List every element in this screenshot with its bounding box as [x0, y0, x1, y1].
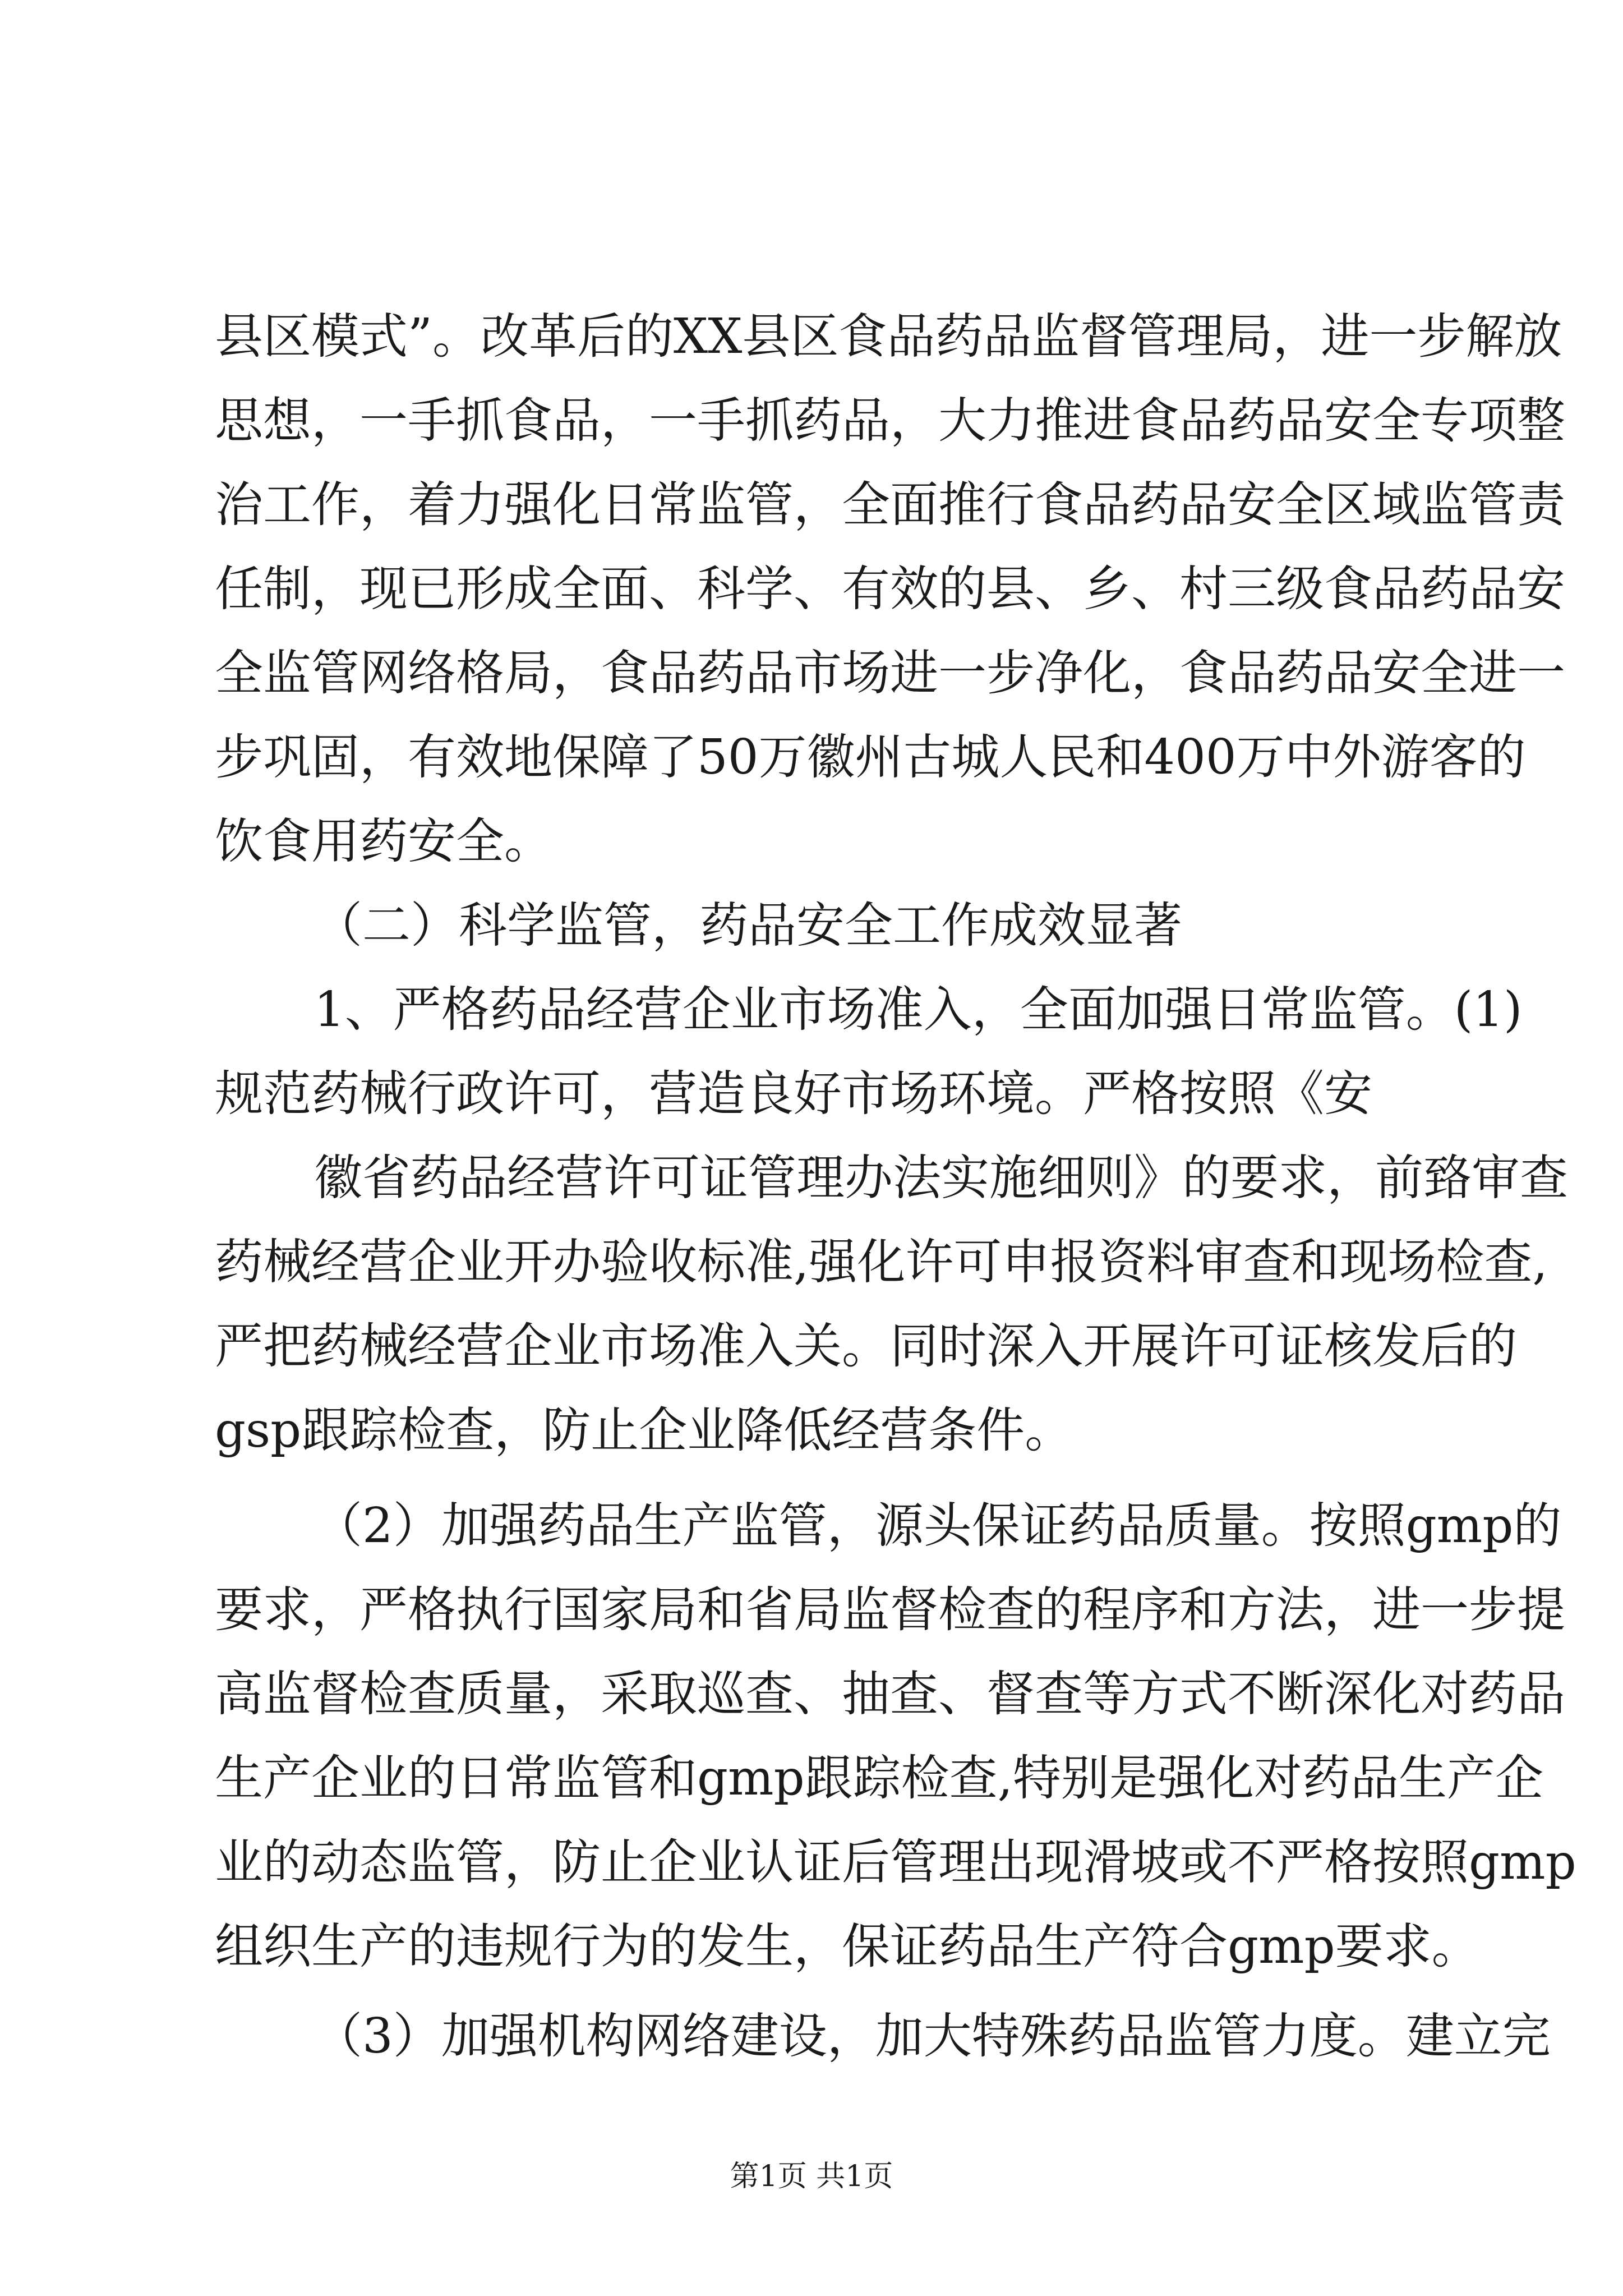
text-line: （2）加强药品生产监管，源头保证药品质量。按照gmp的 [314, 1498, 1562, 1554]
text-line: 1、严格药品经营企业市场准入，全面加强日常监管。(1) [314, 982, 1523, 1038]
text-line: 治工作，着力强化日常监管，全面推行食品药品安全区域监管责 [215, 477, 1565, 533]
section-heading: （二）科学监管，药品安全工作成效显著 [314, 898, 1182, 954]
text-line: 任制，现已形成全面、科学、有效的县、乡、村三级食品药品安 [215, 561, 1565, 617]
text-line: 步巩固，有效地保障了50万徽州古城人民和400万中外游客的 [215, 729, 1526, 785]
text-line: 徽省药品经营许可证管理办法实施细则》的要求，前臵审查 [314, 1150, 1568, 1206]
text-line: 规范药械行政许可，营造良好市场环境。严格按照《安 [215, 1066, 1372, 1122]
text-line: 生产企业的日常监管和gmp跟踪检查,特别是强化对药品生产企 [215, 1750, 1543, 1806]
text-line: 组织生产的违规行为的发生，保证药品生产符合gmp要求。 [215, 1918, 1480, 1975]
text-line: 药械经营企业开办验收标准,强化许可申报资料审查和现场检查, [215, 1234, 1548, 1290]
text-line: 思想，一手抓食品，一手抓药品，大力推进食品药品安全专项整 [215, 393, 1565, 449]
text-line: 全监管网络格局，食品药品市场进一步净化，食品药品安全进一 [215, 645, 1565, 701]
text-line: 饮食用药安全。 [215, 813, 552, 869]
page-footer: 第1页 共1页 [730, 2160, 893, 2193]
text-line: 业的动态监管，防止企业认证后管理出现滑坡或不严格按照gmp [215, 1834, 1576, 1890]
text-line: 县区模式”。改革后的XX县区食品药品监督管理局，进一步解放 [215, 309, 1562, 365]
text-line: （3）加强机构网络建设，加大特殊药品监管力度。建立完 [314, 2008, 1551, 2064]
text-line: gsp跟踪检查，防止企业降低经营条件。 [215, 1402, 1073, 1458]
text-line: 要求，严格执行国家局和省局监督检查的程序和方法，进一步提 [215, 1582, 1565, 1638]
text-line: 严把药械经营企业市场准入关。同时深入开展许可证核发后的 [215, 1318, 1517, 1374]
text-line: 高监督检查质量，采取巡查、抽查、督查等方式不断深化对药品 [215, 1666, 1565, 1722]
